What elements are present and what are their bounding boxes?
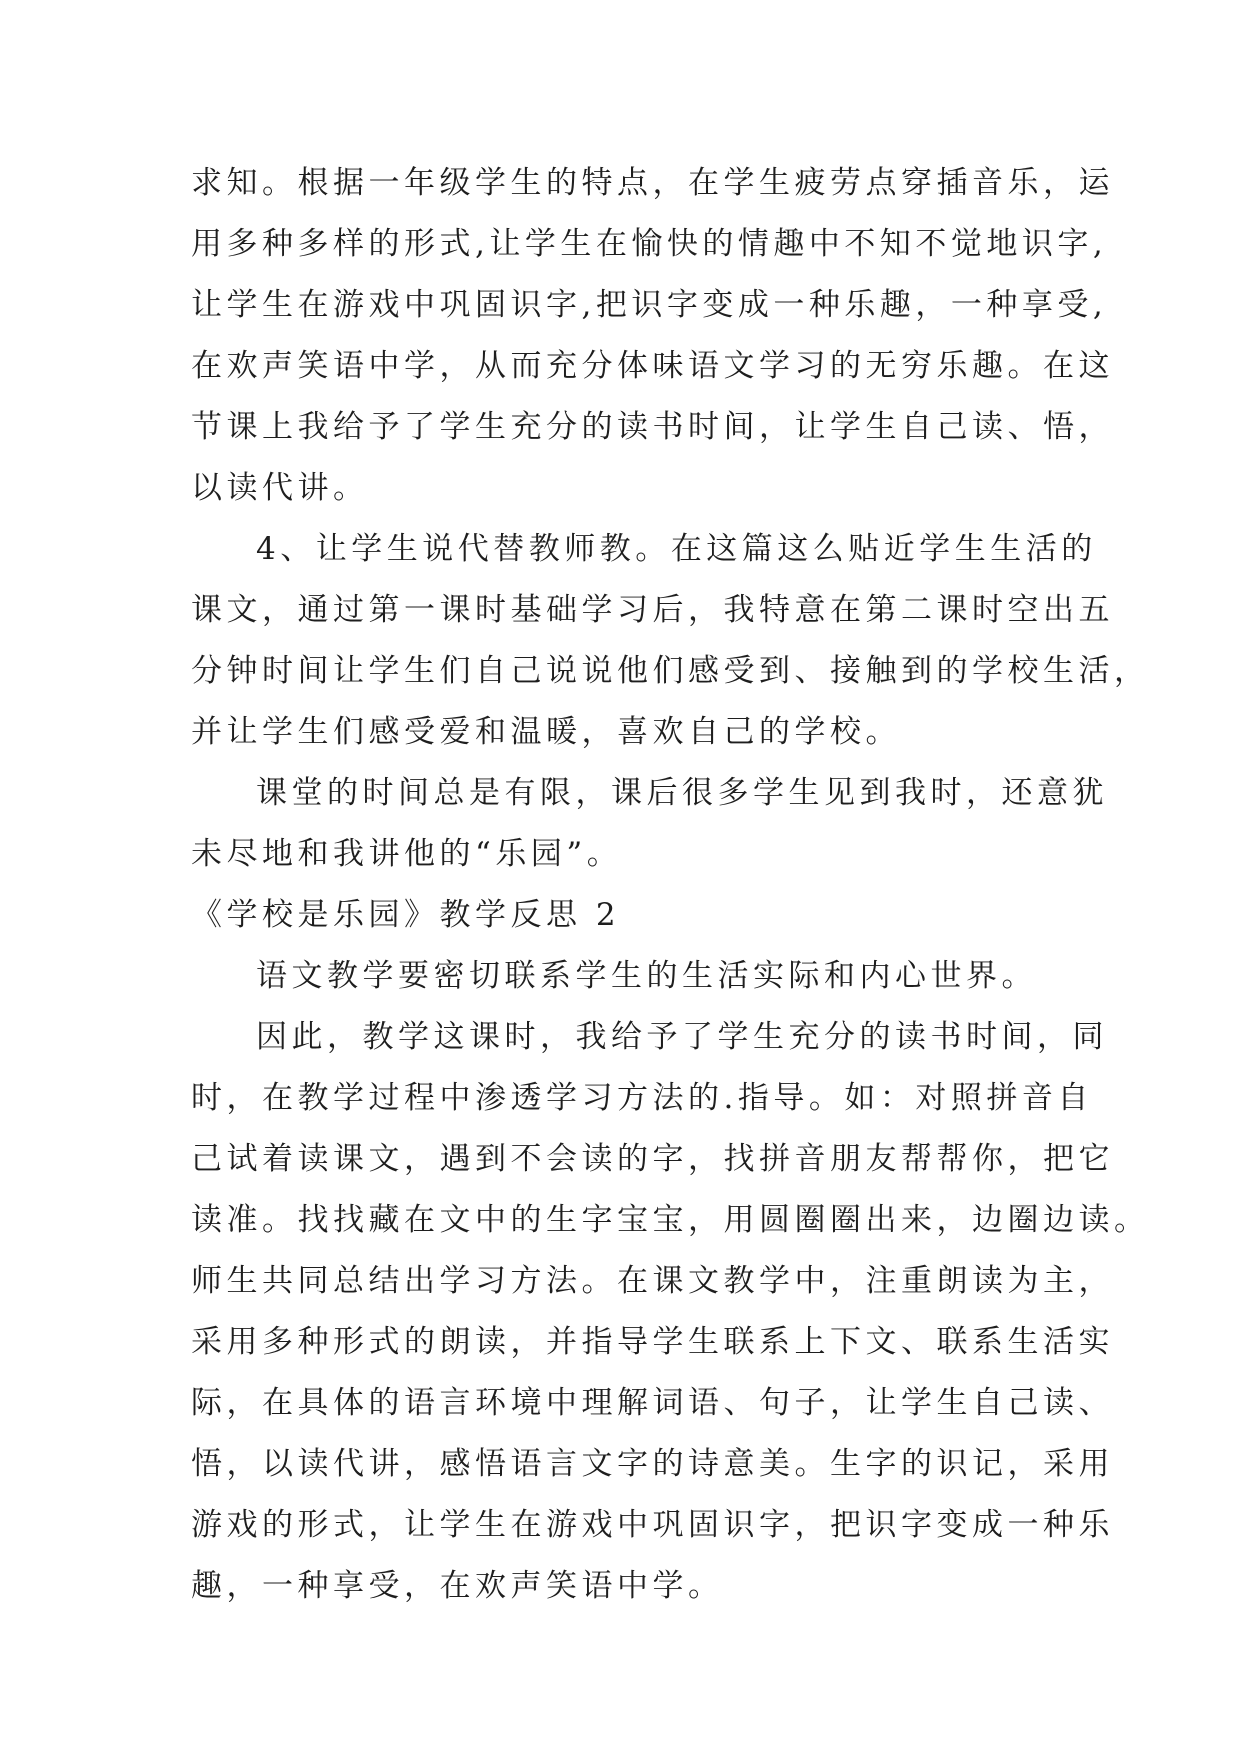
text-line: 并让学生们感受爱和温暖，喜欢自己的学校。 <box>191 714 901 750</box>
text-line: 分钟时间让学生们自己说说他们感受到、接触到的学校生活， <box>191 653 1150 689</box>
paragraph-start-line: 课堂的时间总是有限，课后很多学生见到我时，还意犹 <box>256 775 1108 811</box>
text-line: 让学生在游戏中巩固识字,把识字变成一种乐趣，一种享受, <box>191 287 1108 323</box>
text-line: 以读代讲。 <box>191 470 369 506</box>
paragraph-start-line: 4、让学生说代替教师教。在这篇这么贴近学生生活的 <box>256 531 1097 567</box>
text-line: 际，在具体的语言环境中理解词语、句子，让学生自己读、 <box>191 1385 1114 1421</box>
text-line: 读准。找找藏在文中的生字宝宝，用圆圈圈出来，边圈边读。 <box>191 1202 1150 1238</box>
text-line: 时，在教学过程中渗透学习方法的.指导。如：对照拼音自 <box>191 1080 1093 1116</box>
text-line: 用多种多样的形式,让学生在愉快的情趣中不知不觉地识字, <box>191 226 1108 262</box>
text-line: 游戏的形式，让学生在游戏中巩固识字，把识字变成一种乐 <box>191 1507 1114 1543</box>
text-line: 在欢声笑语中学，从而充分体味语文学习的无穷乐趣。在这 <box>191 348 1114 384</box>
paragraph-start-line: 因此，教学这课时，我给予了学生充分的读书时间，同 <box>256 1019 1108 1055</box>
text-line: 趣，一种享受，在欢声笑语中学。 <box>191 1568 724 1604</box>
text-line: 己试着读课文，遇到不会读的字，找拼音朋友帮帮你，把它 <box>191 1141 1114 1177</box>
text-line: 师生共同总结出学习方法。在课文教学中，注重朗读为主， <box>191 1263 1114 1299</box>
document-body <box>191 163 1150 1627</box>
text-line: 采用多种形式的朗读，并指导学生联系上下文、联系生活实 <box>191 1324 1114 1360</box>
text-line: 节课上我给予了学生充分的读书时间，让学生自己读、悟， <box>191 409 1114 445</box>
text-line: 未尽地和我讲他的“乐园”。 <box>191 836 623 872</box>
text-line: 课文，通过第一课时基础学习后，我特意在第二课时空出五 <box>191 592 1114 628</box>
section-heading: 《学校是乐园》教学反思 2 <box>191 897 621 933</box>
text-line: 求知。根据一年级学生的特点，在学生疲劳点穿插音乐，运 <box>191 165 1114 201</box>
paragraph-start-line: 语文教学要密切联系学生的生活实际和内心世界。 <box>256 958 1037 994</box>
text-line: 悟，以读代讲，感悟语言文字的诗意美。生字的识记，采用 <box>191 1446 1114 1482</box>
